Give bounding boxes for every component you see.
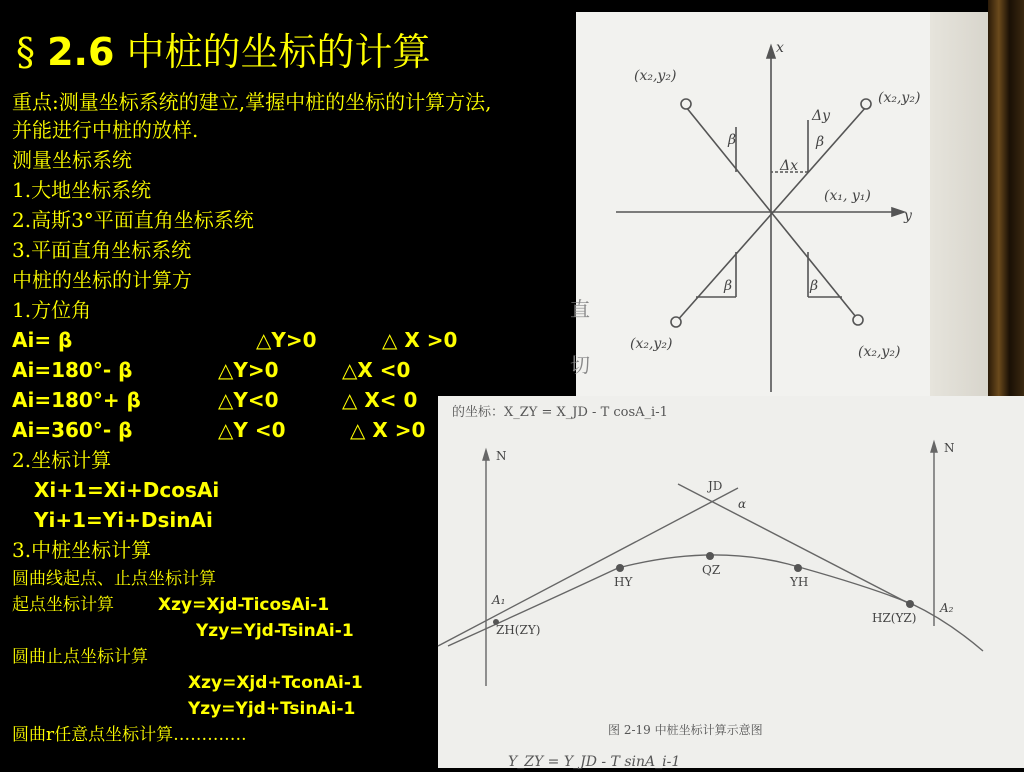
azimuth-row xyxy=(12,386,418,414)
end-formula-x: Xzy=Xjd+TconAi-1 xyxy=(188,673,363,693)
a1-label: A₁ xyxy=(492,593,506,607)
azimuth-formula: Ai=360°- β xyxy=(12,418,133,442)
azimuth-row xyxy=(12,326,458,354)
text-line: 2.高斯3°平面直角坐标系统 xyxy=(12,208,254,232)
beta-label-lr: β xyxy=(810,278,819,294)
delta-y-condition: △Y<0 xyxy=(218,388,279,412)
point-ul xyxy=(681,99,691,109)
coordinate-quadrant-figure xyxy=(570,12,988,396)
end-label: 圆曲止点坐标计算 xyxy=(12,647,148,667)
zh-label: ZH(ZY) xyxy=(496,623,541,637)
text-line: 3.平面直角坐标系统 xyxy=(12,238,192,262)
delta-y-condition: △Y>0 xyxy=(218,358,279,382)
delta-x-condition: △X <0 xyxy=(342,358,411,382)
quadrant-diagram xyxy=(570,12,988,396)
point-label-ul: (x₂,y₂) xyxy=(634,68,677,84)
a2-label: A₂ xyxy=(940,601,954,615)
end-formula-y: Yzy=Yjd+TsinAi-1 xyxy=(188,699,356,719)
coord-heading: 2.坐标计算 xyxy=(12,448,112,472)
beta-label-ul: β xyxy=(728,132,737,148)
text-line: 中桩的坐标的计算方 xyxy=(12,268,192,292)
azimuth-formula: Ai= β xyxy=(12,328,73,352)
tangent-line-1 xyxy=(438,488,738,646)
hy-label: HY xyxy=(614,575,633,589)
y-axis-arrow xyxy=(892,208,904,216)
north-label-left: N xyxy=(496,449,507,463)
delta-y-condition: △Y <0 xyxy=(218,418,286,442)
margin-text-left-2: 切 xyxy=(570,353,590,377)
azimuth-row xyxy=(12,356,411,384)
beta-label-ur: β xyxy=(816,134,825,150)
point-ur xyxy=(861,99,871,109)
curve-stake-figure xyxy=(438,396,1024,768)
coord-formula-y: Yi+1=Yi+DsinAi xyxy=(34,508,213,532)
curve-heading: 圆曲线起点、止点坐标计算 xyxy=(12,569,216,589)
hz-point xyxy=(906,600,914,608)
slide-title xyxy=(16,28,431,76)
text-line: 并能进行中桩的放样. xyxy=(12,118,199,142)
mid-stake-heading: 3.中桩坐标计算 xyxy=(12,538,152,562)
delta-y-label: Δy xyxy=(812,108,831,124)
section-number: 2.6 xyxy=(47,30,115,74)
qz-label: QZ xyxy=(702,563,721,577)
footer-formula: Y_ZY = Y_JD - T sinA_i-1 xyxy=(508,754,681,770)
book-edge-strip xyxy=(988,0,1024,396)
page-margin-strip xyxy=(930,12,988,396)
center-point-label: (x₁, y₁) xyxy=(824,188,871,204)
point-label-ur: (x₂,y₂) xyxy=(878,90,921,106)
text-line: 测量坐标系统 xyxy=(12,148,132,172)
hz-label: HZ(YZ) xyxy=(872,611,917,625)
coord-formula-x: Xi+1=Xi+DcosAi xyxy=(34,478,220,502)
start-formula-y: Yzy=Yjd-TsinAi-1 xyxy=(196,621,354,641)
start-label: 起点坐标计算 xyxy=(12,595,114,615)
start-formula-x: Xzy=Xjd-TicosAi-1 xyxy=(158,595,330,615)
arbitrary-point-line: 圆曲r任意点坐标计算…………. xyxy=(12,725,247,745)
header-formula: 的坐标：X_ZY = X_JD - T cosA_i-1 xyxy=(452,405,668,420)
y-axis-label: y xyxy=(904,208,912,224)
point-ll xyxy=(671,317,681,327)
x-axis-label: x xyxy=(776,40,784,56)
curve-diagram xyxy=(438,396,1024,768)
yh-point xyxy=(794,564,802,572)
azimuth-formula: Ai=180°- β xyxy=(12,358,133,382)
beta-label-ll: β xyxy=(724,278,733,294)
section-symbol: § xyxy=(16,30,35,74)
x-axis-arrow xyxy=(767,46,775,58)
text-line: 重点:测量坐标系统的建立,掌握中桩的坐标的计算方法, xyxy=(12,90,492,114)
qz-point xyxy=(706,552,714,560)
figure-caption: 图 2-19 中桩坐标计算示意图 xyxy=(608,723,763,737)
point-label-ll: (x₂,y₂) xyxy=(630,336,673,352)
north-arrow-left xyxy=(483,450,489,460)
delta-x-condition: △ X< 0 xyxy=(342,388,418,412)
point-lr xyxy=(853,315,863,325)
alpha-label: α xyxy=(738,497,747,511)
delta-x-condition: △ X >0 xyxy=(350,418,426,442)
delta-x-condition: △ X >0 xyxy=(382,328,458,352)
text-line: 1.方位角 xyxy=(12,298,92,322)
yh-label: YH xyxy=(790,575,809,589)
north-label-right: N xyxy=(944,441,955,455)
azimuth-formula: Ai=180°+ β xyxy=(12,388,141,412)
text-line: 1.大地坐标系统 xyxy=(12,178,152,202)
point-label-lr: (x₂,y₂) xyxy=(858,344,901,360)
section-title-text: 中桩的坐标的计算 xyxy=(126,30,431,74)
start-point-row xyxy=(12,592,330,618)
north-arrow-right xyxy=(931,442,937,452)
delta-x-label: Δx xyxy=(780,158,799,174)
jd-label: JD xyxy=(708,479,723,493)
margin-text-left-1: 直 xyxy=(570,297,590,321)
delta-y-condition: △Y>0 xyxy=(256,328,317,352)
hy-point xyxy=(616,564,624,572)
azimuth-row xyxy=(12,416,426,444)
